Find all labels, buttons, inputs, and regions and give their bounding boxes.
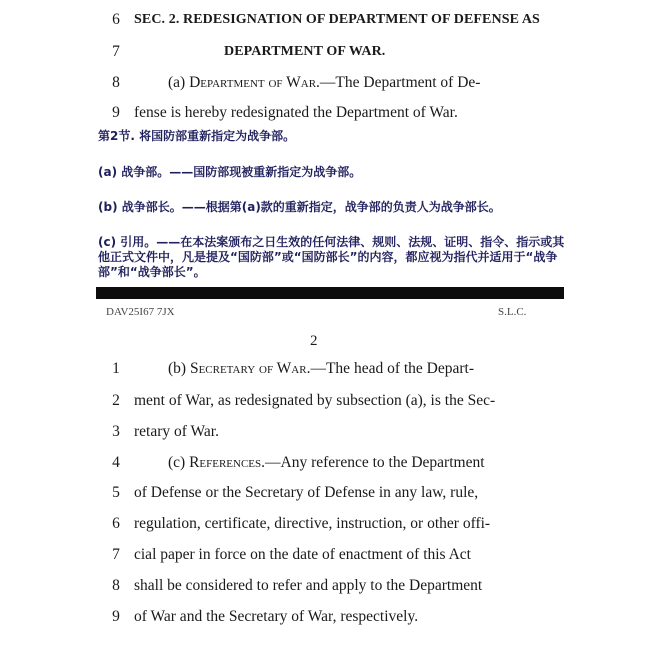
line-text: of Defense or the Secretary of Defense in any law, rule, xyxy=(134,484,479,501)
line-text: ment of War, as redesignated by subsection (a), is the Sec- xyxy=(134,392,496,409)
subsection-text: .—Any reference to the Department xyxy=(261,454,485,471)
translation-b: (b) 战争部长。——根据第(a)款的重新指定，战争部的负责人为战争部长。 xyxy=(98,200,501,214)
line-number: 7 xyxy=(112,546,120,563)
line-number: 6 xyxy=(112,11,120,28)
line-text: retary of War. xyxy=(134,423,219,440)
subsection-label: (b) xyxy=(168,360,190,377)
bill-line xyxy=(0,512,660,536)
bill-line xyxy=(0,420,660,444)
bill-line xyxy=(0,357,660,381)
line-text: regulation, certificate, directive, instruction, or other offi- xyxy=(134,515,491,532)
document-id: DAV25I67 7JX xyxy=(106,306,175,318)
subsection-text: .—The Department of De- xyxy=(316,74,481,91)
translation-c: (c) 引用。——在本法案颁布之日生效的任何法律、规则、法规、证明、指令、指示或其他正式文件中，凡是提及“国防部”或“国防部长”的内容，都应视为指代并适用于“战争部”和“战争部长”。 xyxy=(98,235,565,279)
line-number: 4 xyxy=(112,454,120,471)
section-heading-cont: DEPARTMENT OF WAR. xyxy=(224,44,386,59)
bill-line xyxy=(0,8,660,32)
line-number: 3 xyxy=(112,423,120,440)
page-divider xyxy=(96,287,564,299)
line-number: 9 xyxy=(112,608,120,625)
translation-a: (a) 战争部。——国防部现被重新指定为战争部。 xyxy=(98,165,362,179)
bill-line xyxy=(0,481,660,505)
line-number: 8 xyxy=(112,74,120,91)
line-text: of War and the Secretary of War, respectively. xyxy=(134,608,419,625)
bill-line xyxy=(0,101,660,125)
line-number: 1 xyxy=(112,360,120,377)
subsection-text: .—The head of the Depart- xyxy=(306,360,475,377)
subsection-heading: References xyxy=(189,454,262,471)
slc-marker: S.L.C. xyxy=(498,306,527,318)
line-number: 6 xyxy=(112,515,120,532)
bill-line xyxy=(0,605,660,629)
line-number: 9 xyxy=(112,104,120,121)
bill-line xyxy=(0,389,660,413)
line-number: 8 xyxy=(112,577,120,594)
bill-line xyxy=(0,574,660,598)
line-text: fense is hereby redesignated the Department of War. xyxy=(134,104,458,121)
line-text: cial paper in force on the date of enactment of this Act xyxy=(134,546,471,563)
subsection-heading: Secretary of War xyxy=(189,360,307,377)
bill-line xyxy=(0,451,660,475)
bill-line xyxy=(0,71,660,95)
section-heading: SEC. 2. REDESIGNATION OF DEPARTMENT OF DEFENSE AS xyxy=(134,12,540,27)
line-number: 2 xyxy=(112,392,120,409)
subsection-a xyxy=(168,71,480,95)
page-number: 2 xyxy=(310,333,318,349)
line-text: shall be considered to refer and apply to the Department xyxy=(134,577,483,594)
line-number: 7 xyxy=(112,43,120,60)
bill-line xyxy=(0,40,660,64)
subsection-label: (c) xyxy=(168,454,190,471)
bill-line xyxy=(0,543,660,567)
translation-title: 第2节. 将国防部重新指定为战争部。 xyxy=(98,129,296,143)
line-number: 5 xyxy=(112,484,120,501)
subsection-heading: Department of War xyxy=(189,74,317,91)
subsection-label: (a) xyxy=(168,74,190,91)
subsection-c xyxy=(168,451,485,475)
subsection-b xyxy=(168,357,474,381)
